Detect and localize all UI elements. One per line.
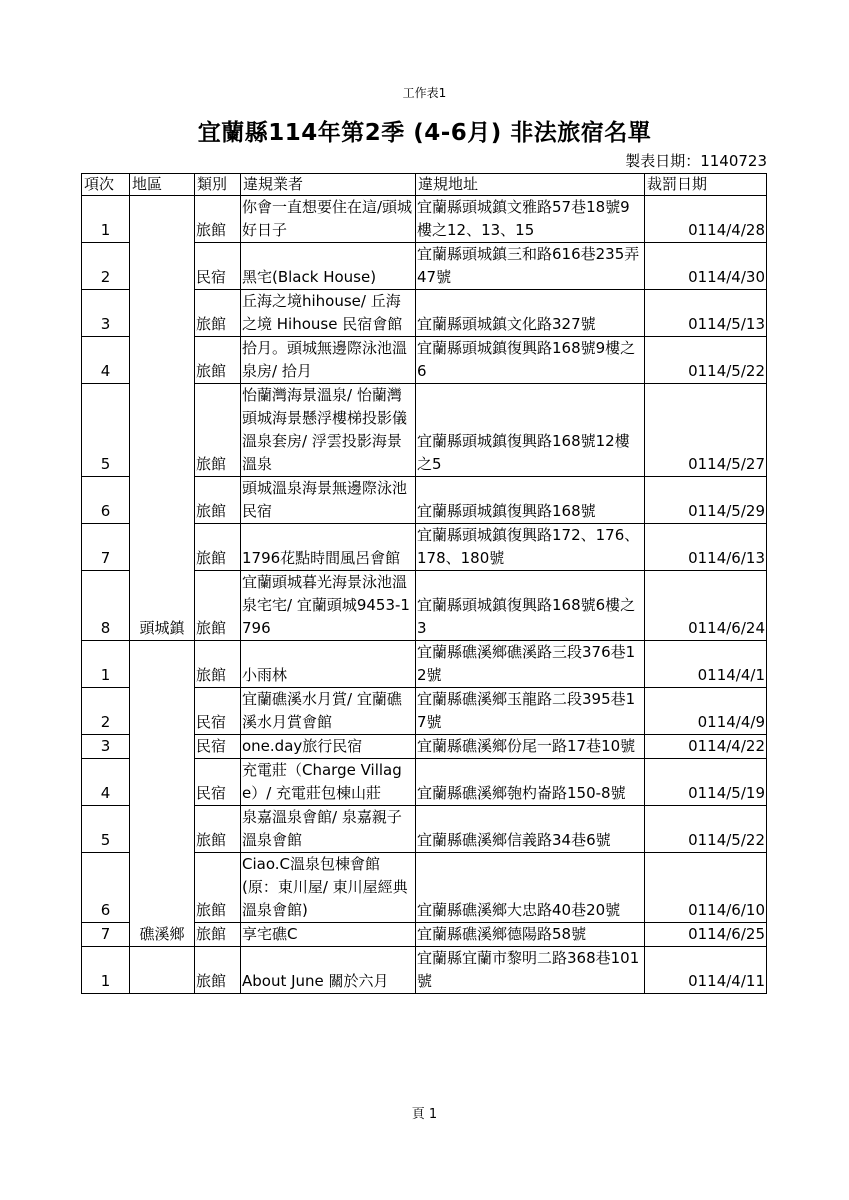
row-address: 宜蘭縣宜蘭市黎明二路368巷101號 bbox=[416, 947, 645, 994]
row-item-no: 2 bbox=[82, 688, 130, 735]
header-operator: 違規業者 bbox=[241, 174, 416, 196]
table-row bbox=[82, 641, 767, 688]
row-address: 宜蘭縣頭城鎮復興路168號6樓之3 bbox=[416, 571, 645, 641]
row-operator: 黑宅(Black House) bbox=[241, 243, 416, 290]
row-address: 宜蘭縣頭城鎮復興路172、176、178、180號 bbox=[416, 524, 645, 571]
header-type: 類別 bbox=[195, 174, 241, 196]
row-item-no: 1 bbox=[82, 196, 130, 243]
row-penalty-date: 0114/5/22 bbox=[645, 806, 767, 853]
row-type: 旅館 bbox=[195, 806, 241, 853]
row-operator: 宜蘭頭城暮光海景泳池溫泉宅宅/ 宜蘭頭城9453-1796 bbox=[241, 571, 416, 641]
row-address: 宜蘭縣礁溪鄉德陽路58號 bbox=[416, 923, 645, 947]
row-penalty-date: 0114/5/19 bbox=[645, 759, 767, 806]
row-item-no: 1 bbox=[82, 641, 130, 688]
row-operator: 拾月。頭城無邊際泳池溫泉房/ 拾月 bbox=[241, 337, 416, 384]
row-address: 宜蘭縣頭城鎮文雅路57巷18號9樓之12、13、15 bbox=[416, 196, 645, 243]
row-penalty-date: 0114/6/25 bbox=[645, 923, 767, 947]
row-address: 宜蘭縣頭城鎮復興路168號9樓之6 bbox=[416, 337, 645, 384]
row-address: 宜蘭縣礁溪鄉礁溪路三段376巷12號 bbox=[416, 641, 645, 688]
row-item-no: 4 bbox=[82, 759, 130, 806]
row-item-no: 6 bbox=[82, 477, 130, 524]
row-penalty-date: 0114/4/30 bbox=[645, 243, 767, 290]
row-penalty-date: 0114/4/11 bbox=[645, 947, 767, 994]
area-cell bbox=[130, 947, 195, 994]
row-penalty-date: 0114/5/27 bbox=[645, 384, 767, 477]
table-row bbox=[82, 947, 767, 994]
row-operator: 丘海之境hihouse/ 丘海之境 Hihouse 民宿會館 bbox=[241, 290, 416, 337]
row-penalty-date: 0114/4/28 bbox=[645, 196, 767, 243]
row-address: 宜蘭縣礁溪鄉信義路34巷6號 bbox=[416, 806, 645, 853]
header-area: 地區 bbox=[130, 174, 195, 196]
row-type: 旅館 bbox=[195, 290, 241, 337]
row-type: 旅館 bbox=[195, 524, 241, 571]
row-operator: 宜蘭礁溪水月賞/ 宜蘭礁溪水月賞會館 bbox=[241, 688, 416, 735]
row-item-no: 7 bbox=[82, 524, 130, 571]
row-address: 宜蘭縣礁溪鄉份尾一路17巷10號 bbox=[416, 735, 645, 759]
row-operator: 享宅礁C bbox=[241, 923, 416, 947]
row-operator: 頭城溫泉海景無邊際泳池民宿 bbox=[241, 477, 416, 524]
row-operator: 怡蘭灣海景溫泉/ 怡蘭灣 頭城海景懸浮樓梯投影儀溫泉套房/ 浮雲投影海景溫泉 bbox=[241, 384, 416, 477]
row-operator: 1796花點時間風呂會館 bbox=[241, 524, 416, 571]
row-type: 旅館 bbox=[195, 477, 241, 524]
row-operator: About June 關於六月 bbox=[241, 947, 416, 994]
header-address: 違規地址 bbox=[416, 174, 645, 196]
row-item-no: 5 bbox=[82, 806, 130, 853]
row-penalty-date: 0114/6/13 bbox=[645, 524, 767, 571]
row-penalty-date: 0114/6/24 bbox=[645, 571, 767, 641]
header-penalty-date: 裁罰日期 bbox=[645, 174, 767, 196]
row-item-no: 3 bbox=[82, 735, 130, 759]
row-penalty-date: 0114/5/13 bbox=[645, 290, 767, 337]
row-item-no: 5 bbox=[82, 384, 130, 477]
row-type: 旅館 bbox=[195, 384, 241, 477]
row-penalty-date: 0114/5/22 bbox=[645, 337, 767, 384]
row-item-no: 8 bbox=[82, 571, 130, 641]
row-address: 宜蘭縣頭城鎮復興路168號12樓之5 bbox=[416, 384, 645, 477]
row-type: 民宿 bbox=[195, 243, 241, 290]
row-address: 宜蘭縣頭城鎮文化路327號 bbox=[416, 290, 645, 337]
row-type: 旅館 bbox=[195, 853, 241, 923]
row-address: 宜蘭縣礁溪鄉匏杓崙路150-8號 bbox=[416, 759, 645, 806]
row-type: 民宿 bbox=[195, 735, 241, 759]
table-row bbox=[82, 196, 767, 243]
row-address: 宜蘭縣礁溪鄉大忠路40巷20號 bbox=[416, 853, 645, 923]
sheet-name: 工作表1 bbox=[402, 86, 447, 100]
row-penalty-date: 0114/4/1 bbox=[645, 641, 767, 688]
row-penalty-date: 0114/4/9 bbox=[645, 688, 767, 735]
row-type: 民宿 bbox=[195, 688, 241, 735]
row-address: 宜蘭縣頭城鎮復興路168號 bbox=[416, 477, 645, 524]
row-type: 旅館 bbox=[195, 641, 241, 688]
row-penalty-date: 0114/5/29 bbox=[645, 477, 767, 524]
row-type: 旅館 bbox=[195, 571, 241, 641]
header-item-no: 項次 bbox=[82, 174, 130, 196]
row-item-no: 3 bbox=[82, 290, 130, 337]
row-item-no: 4 bbox=[82, 337, 130, 384]
table-header-row bbox=[82, 174, 767, 196]
row-item-no: 2 bbox=[82, 243, 130, 290]
row-type: 民宿 bbox=[195, 759, 241, 806]
row-item-no: 1 bbox=[82, 947, 130, 994]
row-operator: one.day旅行民宿 bbox=[241, 735, 416, 759]
row-item-no: 6 bbox=[82, 853, 130, 923]
row-operator: 泉嘉溫泉會館/ 泉嘉親子溫泉會館 bbox=[241, 806, 416, 853]
row-penalty-date: 0114/6/10 bbox=[645, 853, 767, 923]
made-date: 製表日期：1140723 bbox=[625, 152, 767, 170]
row-operator: Ciao.C溫泉包棟會館(原：東川屋/ 東川屋經典溫泉會館) bbox=[241, 853, 416, 923]
row-item-no: 7 bbox=[82, 923, 130, 947]
row-operator: 小雨林 bbox=[241, 641, 416, 688]
violation-table bbox=[81, 173, 767, 994]
row-type: 旅館 bbox=[195, 337, 241, 384]
row-address: 宜蘭縣礁溪鄉玉龍路二段395巷17號 bbox=[416, 688, 645, 735]
row-operator: 你會一直想要住在這/頭城好日子 bbox=[241, 196, 416, 243]
row-operator: 充電莊（Charge Village）/ 充電莊包棟山莊 bbox=[241, 759, 416, 806]
area-cell: 礁溪鄉 bbox=[130, 641, 195, 947]
table-body bbox=[82, 196, 767, 994]
page-number: 頁 1 bbox=[411, 1107, 438, 1122]
row-type: 旅館 bbox=[195, 196, 241, 243]
row-type: 旅館 bbox=[195, 923, 241, 947]
area-cell: 頭城鎮 bbox=[130, 196, 195, 641]
row-type: 旅館 bbox=[195, 947, 241, 994]
page-title: 宜蘭縣114年第2季 (4-6月) 非法旅宿名單 bbox=[197, 120, 652, 146]
row-penalty-date: 0114/4/22 bbox=[645, 735, 767, 759]
row-address: 宜蘭縣頭城鎮三和路616巷235弄47號 bbox=[416, 243, 645, 290]
